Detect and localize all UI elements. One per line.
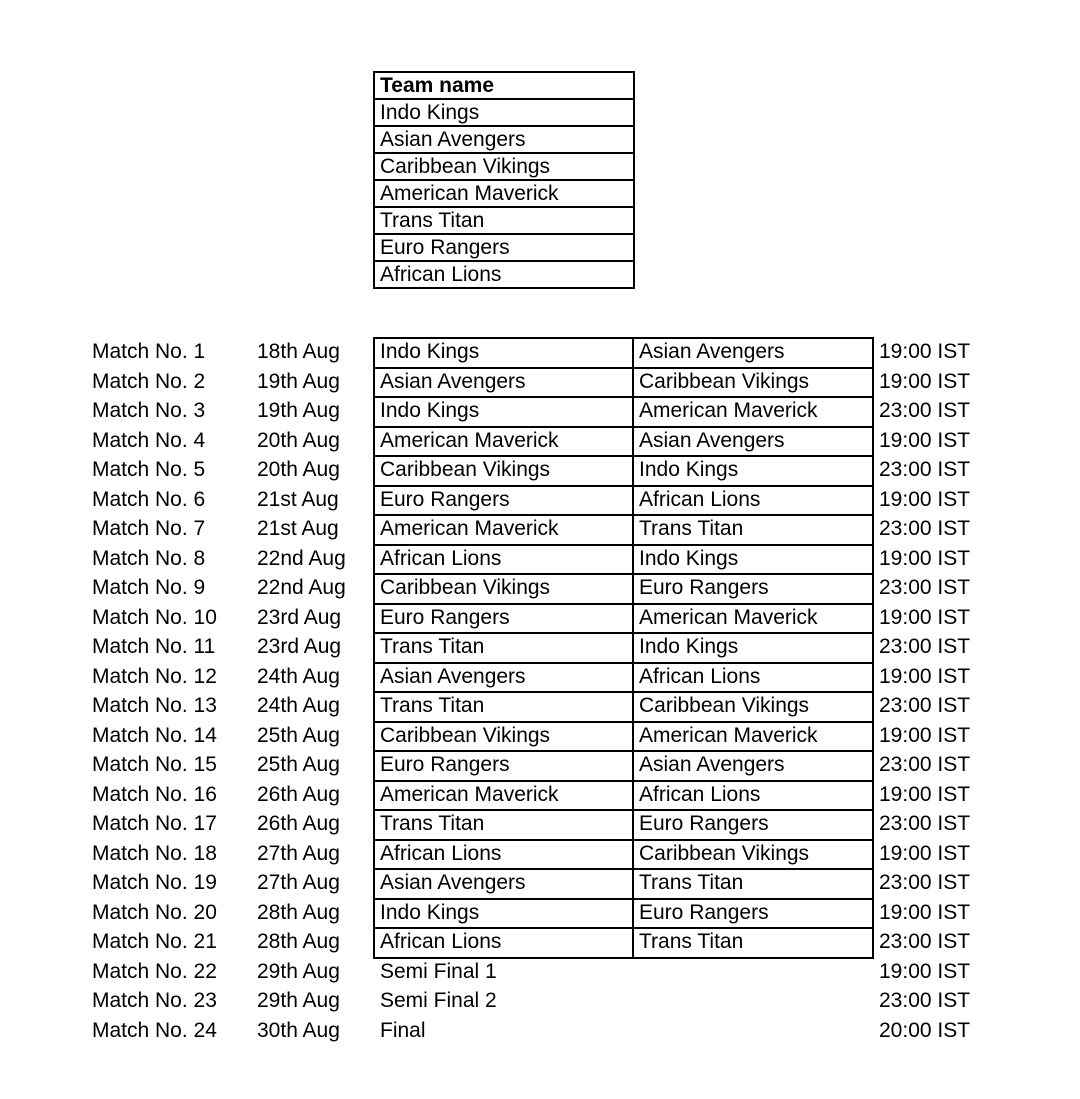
match-time: 23:00 IST — [879, 576, 971, 599]
match-number: Match No. 9 — [92, 576, 206, 599]
match-team-1: Trans Titan — [380, 635, 485, 658]
match-time: 23:00 IST — [879, 753, 971, 776]
match-team-1: Caribbean Vikings — [380, 723, 551, 747]
match-row — [0, 485, 1080, 515]
team-name-cell: African Lions — [374, 261, 634, 288]
match-team-1: Euro Rangers — [380, 605, 510, 629]
match-team-2: Euro Rangers — [639, 576, 769, 599]
match-team-1: Euro Rangers — [380, 753, 510, 776]
team-name-cell: Caribbean Vikings — [374, 153, 634, 180]
match-date: 23rd Aug — [257, 605, 342, 629]
match-number: Match No. 22 — [92, 959, 217, 983]
team-table-header-row — [374, 72, 634, 99]
team-table-row — [374, 126, 634, 153]
match-team-1: Euro Rangers — [380, 487, 510, 511]
team-name-cell: Trans Titan — [374, 207, 634, 234]
match-date: 30th Aug — [257, 1018, 340, 1042]
match-number: Match No. 10 — [92, 605, 217, 629]
match-team-1: African Lions — [380, 930, 502, 953]
match-time: 19:00 IST — [879, 900, 971, 924]
match-team-2: American Maverick — [639, 723, 818, 747]
match-row — [0, 839, 1080, 869]
team-table-row — [374, 207, 634, 234]
match-team-2: Asian Avengers — [639, 428, 785, 452]
match-time: 19:00 IST — [879, 428, 971, 452]
match-time: 19:00 IST — [879, 487, 971, 511]
team-table-row — [374, 261, 634, 288]
match-team-2: African Lions — [639, 782, 761, 806]
match-time: 23:00 IST — [879, 930, 971, 953]
match-date: 21st Aug — [257, 487, 339, 511]
match-time: 23:00 IST — [879, 812, 971, 835]
match-number: Match No. 11 — [92, 635, 216, 658]
team-name-cell: Euro Rangers — [374, 234, 634, 261]
match-number: Match No. 21 — [92, 930, 217, 953]
match-number: Match No. 3 — [92, 399, 206, 422]
match-team-2: Caribbean Vikings — [639, 369, 810, 393]
match-number: Match No. 12 — [92, 664, 217, 688]
match-row — [0, 957, 1080, 987]
match-date: 19th Aug — [257, 399, 340, 422]
team-table-row — [374, 153, 634, 180]
match-team-1: Asian Avengers — [380, 369, 526, 393]
match-stage: Semi Final 2 — [380, 989, 497, 1012]
match-time: 19:00 IST — [879, 959, 971, 983]
match-number: Match No. 4 — [92, 428, 206, 452]
match-team-2: African Lions — [639, 664, 761, 688]
match-row — [0, 662, 1080, 692]
match-date: 22nd Aug — [257, 546, 346, 570]
match-team-2: Trans Titan — [639, 517, 744, 540]
match-team-1: Trans Titan — [380, 694, 485, 717]
match-team-2: Asian Avengers — [639, 340, 785, 363]
match-number: Match No. 2 — [92, 369, 206, 393]
match-team-2: Asian Avengers — [639, 753, 785, 776]
match-number: Match No. 5 — [92, 458, 206, 481]
team-name-cell: Asian Avengers — [374, 126, 634, 153]
match-time: 23:00 IST — [879, 694, 971, 717]
match-date: 26th Aug — [257, 782, 340, 806]
team-name-table-body — [374, 72, 634, 288]
match-time: 20:00 IST — [879, 1018, 971, 1042]
match-time: 23:00 IST — [879, 635, 971, 658]
match-team-1: Caribbean Vikings — [380, 458, 551, 481]
team-name-table — [373, 71, 635, 289]
match-row — [0, 750, 1080, 780]
match-row — [0, 603, 1080, 633]
match-time: 23:00 IST — [879, 399, 971, 422]
match-team-1: Asian Avengers — [380, 664, 526, 688]
match-number: Match No. 20 — [92, 900, 217, 924]
match-number: Match No. 18 — [92, 841, 217, 865]
match-time: 19:00 IST — [879, 841, 971, 865]
match-date: 21st Aug — [257, 517, 339, 540]
match-row — [0, 573, 1080, 603]
match-date: 27th Aug — [257, 841, 340, 865]
match-number: Match No. 1 — [92, 340, 206, 363]
match-date: 18th Aug — [257, 340, 340, 363]
match-time: 19:00 IST — [879, 664, 971, 688]
match-row — [0, 632, 1080, 662]
match-team-1: Indo Kings — [380, 340, 480, 363]
match-team-2: Euro Rangers — [639, 900, 769, 924]
match-date: 25th Aug — [257, 723, 340, 747]
match-time: 19:00 IST — [879, 723, 971, 747]
match-date: 29th Aug — [257, 959, 340, 983]
match-team-1: American Maverick — [380, 428, 559, 452]
match-team-1: Caribbean Vikings — [380, 576, 551, 599]
match-time: 19:00 IST — [879, 369, 971, 393]
match-date: 27th Aug — [257, 871, 340, 894]
match-date: 20th Aug — [257, 458, 340, 481]
match-row — [0, 780, 1080, 810]
match-team-2: Trans Titan — [639, 930, 744, 953]
match-team-2: African Lions — [639, 487, 761, 511]
match-team-2: Trans Titan — [639, 871, 744, 894]
match-team-2: American Maverick — [639, 399, 818, 422]
match-row — [0, 367, 1080, 397]
match-row — [0, 396, 1080, 426]
match-time: 23:00 IST — [879, 517, 971, 540]
match-row — [0, 1016, 1080, 1046]
match-time: 19:00 IST — [879, 340, 971, 363]
match-number: Match No. 7 — [92, 517, 206, 540]
match-row — [0, 544, 1080, 574]
match-date: 28th Aug — [257, 930, 340, 953]
match-team-2: Caribbean Vikings — [639, 841, 810, 865]
match-number: Match No. 17 — [92, 812, 217, 835]
match-team-2: Indo Kings — [639, 458, 739, 481]
match-team-1: African Lions — [380, 841, 502, 865]
match-stage: Final — [380, 1018, 426, 1042]
match-team-2: Caribbean Vikings — [639, 694, 810, 717]
match-date: 20th Aug — [257, 428, 340, 452]
team-table-row — [374, 99, 634, 126]
match-date: 22nd Aug — [257, 576, 346, 599]
team-table-row — [374, 234, 634, 261]
match-time: 19:00 IST — [879, 782, 971, 806]
match-date: 26th Aug — [257, 812, 340, 835]
team-table-row — [374, 180, 634, 207]
match-time: 19:00 IST — [879, 546, 971, 570]
match-row — [0, 898, 1080, 928]
match-date: 29th Aug — [257, 989, 340, 1012]
match-number: Match No. 23 — [92, 989, 217, 1012]
match-row — [0, 337, 1080, 367]
match-time: 23:00 IST — [879, 458, 971, 481]
match-date: 24th Aug — [257, 664, 340, 688]
match-time: 23:00 IST — [879, 871, 971, 894]
match-time: 23:00 IST — [879, 989, 971, 1012]
match-row — [0, 455, 1080, 485]
match-team-1: Asian Avengers — [380, 871, 526, 894]
match-team-1: African Lions — [380, 546, 502, 570]
match-date: 23rd Aug — [257, 635, 342, 658]
match-row — [0, 691, 1080, 721]
match-row — [0, 721, 1080, 751]
match-number: Match No. 24 — [92, 1018, 217, 1042]
match-number: Match No. 16 — [92, 782, 217, 806]
match-number: Match No. 6 — [92, 487, 206, 511]
match-stage: Semi Final 1 — [380, 959, 497, 983]
match-row — [0, 986, 1080, 1016]
match-row — [0, 809, 1080, 839]
match-number: Match No. 14 — [92, 723, 217, 747]
match-number: Match No. 8 — [92, 546, 206, 570]
match-date: 19th Aug — [257, 369, 340, 393]
match-time: 19:00 IST — [879, 605, 971, 629]
match-row — [0, 927, 1080, 957]
match-team-2: Indo Kings — [639, 546, 739, 570]
team-name-cell: American Maverick — [374, 180, 634, 207]
match-team-1: American Maverick — [380, 782, 559, 806]
match-team-2: Indo Kings — [639, 635, 739, 658]
match-date: 24th Aug — [257, 694, 340, 717]
team-name-cell: Indo Kings — [374, 99, 634, 126]
match-date: 28th Aug — [257, 900, 340, 924]
match-number: Match No. 15 — [92, 753, 217, 776]
match-date: 25th Aug — [257, 753, 340, 776]
match-team-2: American Maverick — [639, 605, 818, 629]
match-team-1: American Maverick — [380, 517, 559, 540]
match-number: Match No. 13 — [92, 694, 217, 717]
match-team-1: Indo Kings — [380, 900, 480, 924]
match-row — [0, 514, 1080, 544]
match-row — [0, 868, 1080, 898]
match-number: Match No. 19 — [92, 871, 217, 894]
team-table-header: Team name — [374, 72, 634, 99]
match-row — [0, 426, 1080, 456]
match-team-1: Indo Kings — [380, 399, 480, 422]
match-team-2: Euro Rangers — [639, 812, 769, 835]
match-team-1: Trans Titan — [380, 812, 485, 835]
